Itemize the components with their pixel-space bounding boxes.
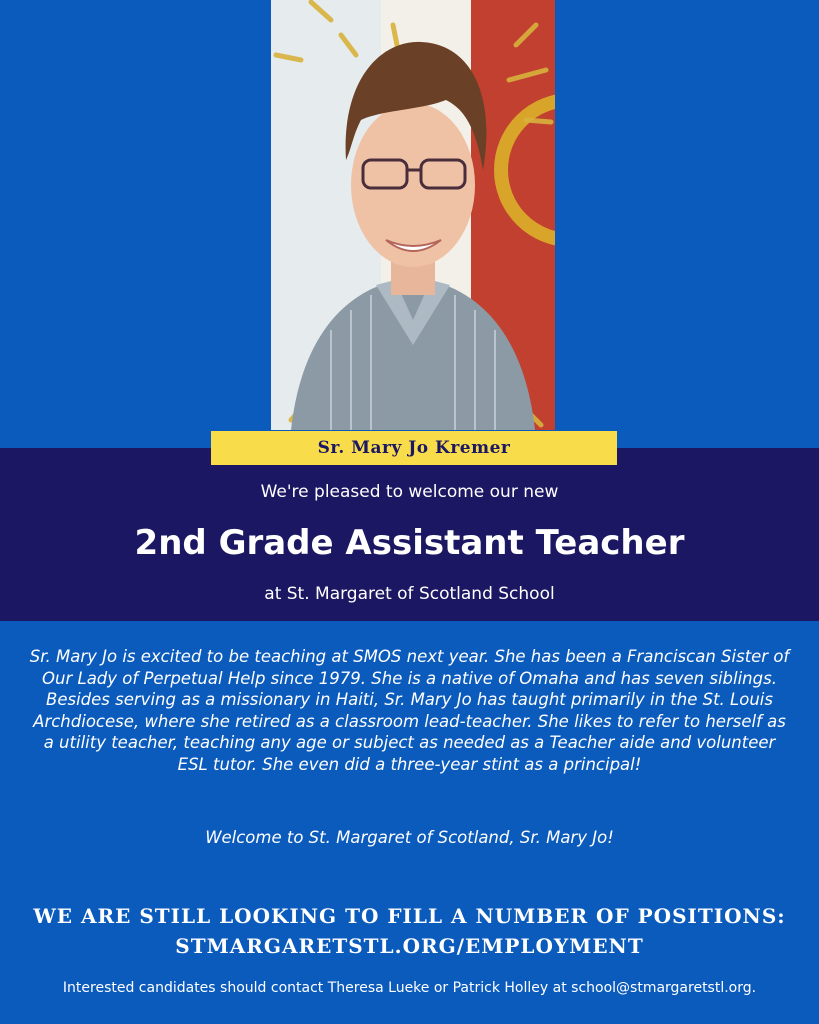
welcome-text: We're pleased to welcome our new [260, 482, 559, 502]
employment-link[interactable]: STMARGARETSTL.ORG/EMPLOYMENT [175, 934, 644, 958]
school-line: at St. Margaret of Scotland School [264, 584, 555, 604]
portrait-illustration [271, 0, 555, 430]
contact-info: Interested candidates should contact Theresa Lueke or Patrick Holley at school@stmargaretstl.org. [62, 980, 757, 996]
hiring-headline: WE ARE STILL LOOKING TO FILL A NUMBER OF POSITIONS: [33, 904, 786, 928]
welcome-greeting: Welcome to St. Margaret of Scotland, Sr. Mary Jo! [205, 828, 614, 847]
role-title: 2nd Grade Assistant Teacher [134, 523, 685, 563]
name-plate: Sr. Mary Jo Kremer [211, 431, 617, 465]
portrait-photo [271, 0, 555, 430]
bio-paragraph: Sr. Mary Jo is excited to be teaching at SMOS next year. She has been a Franciscan Sister of Our Lady of Perpetual Help since 1979. She is a native of Omaha and has seven siblings. Besides serving as a missionary in Haiti, Sr. Mary Jo has taught primarily in the St. Louis Archdiocese, where she retired as a classroom lead-teacher. She likes to refer to herself as a utility teacher, teaching any age or subject as needed as a Teacher aide and volunteer ESL tutor. She even did a three-year stint as a principal! [29, 647, 790, 774]
